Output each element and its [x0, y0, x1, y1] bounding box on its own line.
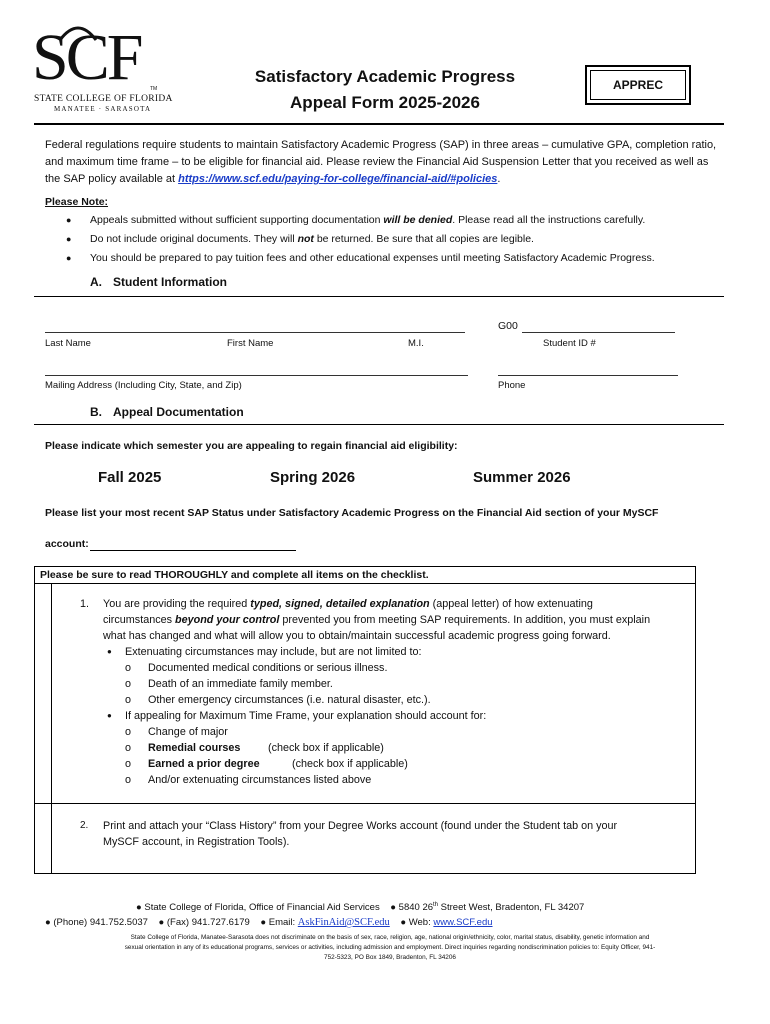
account-label: account: — [45, 538, 89, 550]
mailing-address-line[interactable] — [45, 375, 468, 376]
item-2-number: 2. — [80, 820, 89, 831]
circle-bullet-icon: o — [125, 726, 132, 738]
mi-label: M.I. — [408, 338, 424, 349]
sub-2-heading: If appealing for Maximum Time Frame, your explanation should account for: — [125, 710, 487, 722]
sub-2-item-prior-degree: Earned a prior degree — [148, 758, 260, 770]
title-line-1: Satisfactory Academic Progress — [254, 67, 516, 86]
circle-bullet-icon: o — [125, 774, 132, 786]
footer-disclaimer: State College of Florida, Manatee-Sarasota does not discriminate on the basis of sex, race, religion, age, national origin/ethnicity, color, marital status, disability, genetic information and sexual orientation in any of its educational programs, services or activities, including admission and employment. Direct inquiries regarding nondiscrimination policies to: Equity Officer, 941- 752-5323, PO Box 1849, Bradenton, FL 34206 — [124, 934, 656, 961]
bullet-icon: ● — [45, 917, 54, 928]
circle-bullet-icon: o — [125, 678, 132, 690]
bullet-icon: ● — [392, 917, 409, 928]
logo-college-name: STATE COLLEGE OF FLORIDA — [34, 94, 173, 104]
circle-bullet-icon: o — [125, 758, 132, 770]
check-note-remedial: (check box if applicable) — [268, 742, 384, 754]
logo-campus-name: MANATEE · SARASOTA — [54, 105, 152, 113]
footer-phone: (Phone) 941.752.5037 — [53, 917, 148, 928]
bullet-icon: ● — [66, 215, 72, 225]
sub-1-item: Documented medical conditions or serious illness. — [148, 662, 388, 674]
section-a-title: Student Information — [113, 275, 227, 289]
item-1-number: 1. — [80, 598, 90, 610]
sub-2-item: Change of major — [148, 726, 228, 738]
checklist-checkbox-column[interactable] — [51, 584, 52, 873]
section-a-divider — [34, 296, 724, 297]
footer-web-label: Web: — [408, 917, 431, 928]
circle-bullet-icon: o — [125, 662, 132, 674]
bullet-icon: ● — [66, 253, 72, 263]
bullet-icon: ● — [107, 711, 112, 720]
note-bullet-2: ● Do not include original documents. They will not be returned. Be sure that all copies are legible. — [66, 233, 534, 245]
bullet-icon: ● — [136, 902, 145, 914]
footer-email-link[interactable]: AskFinAid@SCF.edu — [297, 917, 390, 928]
note-bullet-3: ● You should be prepared to pay tuition fees and other educational expenses until meeting Satisfactory Academic Progress. — [66, 252, 655, 264]
intro-paragraph — [45, 137, 725, 188]
footer-line-1 — [136, 902, 696, 913]
intro-text: Federal regulations require students to maintain Satisfactory Academic Progress (SAP) in three areas – cumulative GPA, completion ratio, and maximum time frame – to be eligible for financial aid. Please review the Financial Aid Suspension Letter that you received as well as the SAP policy available at — [45, 139, 717, 185]
intro-end: . — [497, 173, 501, 185]
sap-policy-link[interactable]: https://www.scf.edu/paying-for-college/financial-aid/#policies — [178, 173, 498, 185]
section-b-divider — [34, 424, 724, 425]
student-id-line[interactable] — [522, 332, 675, 333]
checklist-header: Please be sure to read THOROUGHLY and complete all items on the checklist. — [35, 567, 695, 584]
page-title — [230, 64, 540, 116]
form-code-box — [585, 65, 691, 105]
circle-bullet-icon: o — [125, 694, 132, 706]
footer-web-link[interactable]: www.SCF.edu — [433, 917, 493, 928]
bullet-icon: ● — [382, 902, 399, 914]
item-1-line-1: You are providing the required typed, signed, detailed explanation (appeal letter) of how extenuating — [103, 598, 593, 610]
header-divider — [34, 123, 724, 125]
sub-1-heading: Extenuating circumstances may include, but are not limited to: — [125, 646, 422, 658]
circle-bullet-icon: o — [125, 742, 132, 754]
sub-1-item: Death of an immediate family member. — [148, 678, 333, 690]
semester-prompt: Please indicate which semester you are appealing to regain financial aid eligibility: — [45, 440, 458, 452]
footer-email-label: Email: — [268, 917, 296, 928]
footer-org: State College of Florida, Office of Financial Aid Services — [144, 902, 380, 914]
section-a-letter: A. — [90, 275, 102, 289]
checklist-row-divider — [35, 803, 695, 804]
section-b-letter: B. — [90, 405, 102, 419]
mailing-address-label: Mailing Address (Including City, State, and Zip) — [45, 380, 242, 391]
please-note-heading: Please Note: — [45, 196, 109, 208]
section-b-title: Appeal Documentation — [113, 405, 244, 419]
bullet-icon: ● — [150, 917, 167, 928]
bullet-icon: ● — [252, 917, 269, 928]
last-name-label: Last Name — [45, 338, 91, 349]
semester-fall-2025[interactable]: Fall 2025 — [98, 469, 162, 486]
sub-1-item: Other emergency circumstances (i.e. natural disaster, etc.). — [148, 694, 431, 706]
check-note-prior-degree: (check box if applicable) — [292, 758, 408, 770]
logo-tm: TM — [150, 86, 158, 92]
footer-line-2 — [45, 917, 745, 928]
sub-2-item-remedial: Remedial courses — [148, 742, 241, 754]
bullet-icon: ● — [66, 234, 72, 244]
sap-status-line[interactable] — [90, 550, 296, 551]
semester-summer-2026[interactable]: Summer 2026 — [473, 469, 571, 486]
title-line-2: Appeal Form 2025-2026 — [290, 93, 480, 112]
logo-letters: SCF — [32, 21, 141, 94]
item-2-line-2: MySCF account, in Registration Tools). — [103, 836, 290, 848]
form-code: APPREC — [590, 70, 686, 100]
sub-2-item: And/or extenuating circumstances listed above — [148, 774, 372, 786]
footer-fax: (Fax) 941.727.6179 — [166, 917, 250, 928]
footer-address: 5840 26th Street West, Bradenton, FL 34207 — [398, 902, 585, 914]
bullet-icon: ● — [107, 647, 112, 656]
sap-status-prompt: Please list your most recent SAP Status under Satisfactory Academic Progress on the Financial Aid section of your MySCF — [45, 507, 659, 519]
item-2-line-1: Print and attach your “Class History” from your Degree Works account (found under the Student tab on your — [103, 820, 618, 832]
student-id-label: Student ID # — [543, 338, 596, 349]
item-1-line-2: circumstances beyond your control prevented you from meeting SAP requirements. In addition, you must explain — [103, 614, 651, 626]
item-1-line-3: what has changed and what will allow you to obtain/maintain successful academic progress going forward. — [103, 630, 611, 642]
semester-spring-2026[interactable]: Spring 2026 — [270, 469, 356, 486]
note-bullet-1: ● Appeals submitted without sufficient supporting documentation will be denied. Please read all the instructions carefully. — [66, 214, 646, 226]
phone-label: Phone — [498, 380, 526, 391]
g00-prefix: G00 — [498, 320, 518, 332]
first-name-label: First Name — [227, 338, 274, 349]
phone-line[interactable] — [498, 375, 678, 376]
name-line[interactable] — [45, 332, 465, 333]
